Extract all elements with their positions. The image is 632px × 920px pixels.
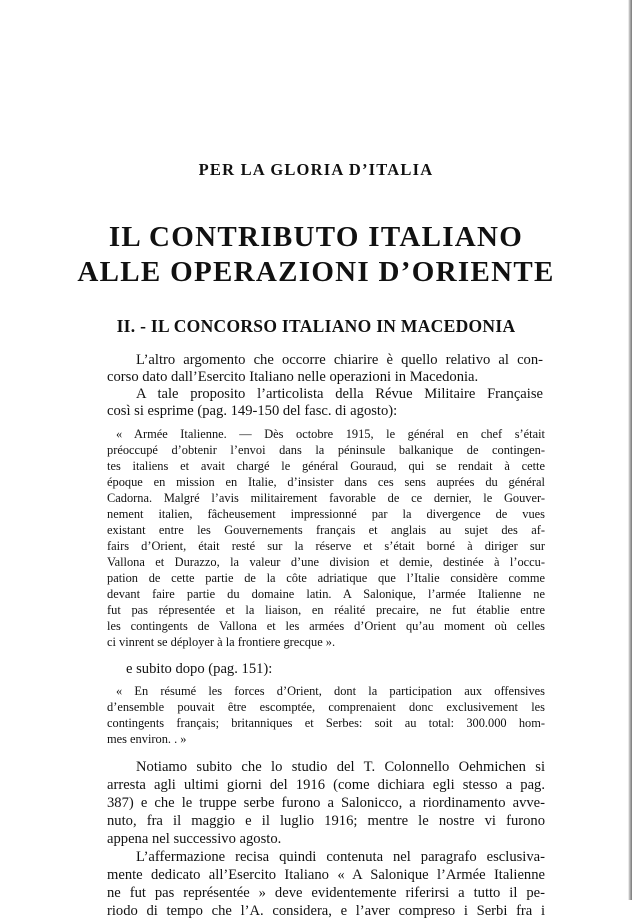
body-line: mente dedicato all’Esercito Italiano « A Salonique l’Armée Italienne bbox=[107, 867, 545, 883]
intro-line: corso dato dall’Esercito Italiano nelle operazioni in Macedonia. bbox=[107, 369, 479, 385]
body-line: nuto, fra il maggio e il luglio 1916; mentre le nostre vi furono bbox=[107, 813, 545, 829]
quote-line: les contingents de Vallona et les armées d’Orient qu’au moment où celles bbox=[107, 619, 545, 633]
quote-line: Cadorna. Malgré l’avis militairement favorable de ce dernier, le Gouver- bbox=[107, 491, 545, 505]
quote-line: pation de cette partie de la côte adriatique que l’Italie considère comme bbox=[107, 571, 545, 585]
quote-line: mes environ. . » bbox=[107, 732, 187, 746]
article-title-line-1: IL CONTRIBUTO ITALIANO bbox=[108, 221, 524, 253]
quote-line: ci vinrent se déployer à la frontiere grecque ». bbox=[107, 635, 336, 649]
connector-line: e subito dopo (pag. 151): bbox=[126, 661, 273, 677]
intro-line: A tale proposito l’articolista della Révue Militaire Française bbox=[136, 386, 543, 402]
quote-line: préoccupé d’obtenir l’envoi dans la péninsule balkanique de contingen- bbox=[107, 443, 545, 457]
quote-line: contingents français; britanniques et Serbes: soit au total: 300.000 hom- bbox=[107, 716, 545, 730]
quote-line: nement italien, fâcheusement impressionné par la divergence de vues bbox=[107, 507, 545, 521]
body-line: L’affermazione recisa quindi contenuta nel paragrafo esclusiva- bbox=[136, 849, 545, 865]
quote-line: fut pas répresentée et la liaison, en réalité precaire, ne fut établie entre bbox=[107, 603, 545, 617]
section-heading: II. - IL CONCORSO ITALIANO IN MACEDONIA bbox=[116, 316, 516, 336]
body-line: appena nel successivo agosto. bbox=[107, 831, 282, 847]
quote-line: « Armée Italienne. — Dès octobre 1915, le général en chef s’était bbox=[116, 427, 545, 441]
series-kicker: PER LA GLORIA D’ITALIA bbox=[198, 160, 434, 179]
body-line: riodo di tempo che l’A. considera, e l’aver compreso i Serbi fra i bbox=[107, 903, 545, 919]
quote-line: époque en mission en Italie, d’insister dans ces sens auprées du général bbox=[107, 475, 545, 489]
page-edge-shadow bbox=[628, 0, 632, 900]
quote-line: tes italiens et avait chargé le général Gouraud, qui se rendait à cette bbox=[107, 459, 545, 473]
intro-line: così si esprime (pag. 149-150 del fasc. di agosto): bbox=[107, 403, 398, 419]
quote-line: d’ensemble pouvait être escomptée, comprenaient donc exclusivement les bbox=[107, 700, 545, 714]
body-line: Notiamo subito che lo studio del T. Colonnello Oehmichen si bbox=[136, 759, 545, 775]
quote-line: Vallona et Durazzo, la valeur d’une division et demie, destinée à l’occu- bbox=[107, 555, 545, 569]
body-line: arresta agli ultimi giorni del 1916 (come dichiara egli stesso a pag. bbox=[107, 777, 545, 793]
article-title-line-2: ALLE OPERAZIONI D’ORIENTE bbox=[77, 256, 555, 288]
body-line: 387) e che le truppe serbe furono a Salonicco, a riordinamento avve- bbox=[107, 795, 545, 811]
quote-line: fairs d’Orient, était resté sur la réserve et s’était borné à diriger sur bbox=[107, 539, 545, 553]
quote-line: existant entre les Gouvernements français et anglais au sujet des af- bbox=[107, 523, 545, 537]
body-line: ne fut pas représentée » deve evidentemente riferirsi a tutto il pe- bbox=[107, 885, 545, 901]
intro-line: L’altro argomento che occorre chiarire è quello relativo al con- bbox=[136, 352, 543, 368]
quote-line: devant faire partie du domaine latin. A Salonique, l’armée Italienne ne bbox=[107, 587, 545, 601]
quote-line: « En résumé les forces d’Orient, dont la participation aux offensives bbox=[116, 684, 545, 698]
